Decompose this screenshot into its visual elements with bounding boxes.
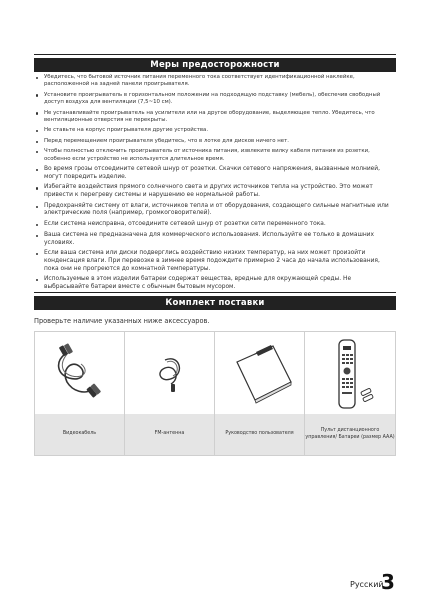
precaution-item: Предохраняйте систему от влаги, источников тепла и от оборудования, создающего сильные магнитные или электрические поля (например, громкоговорителей). xyxy=(34,203,394,218)
accessories-intro: Проверьте наличие указанных ниже аксессуаров. xyxy=(34,317,210,325)
precaution-item: Убедитесь, что бытовой источник питания переменного тока соответствует идентификационной наклейке, расположенной на задней панели проигрывателя. xyxy=(34,74,394,89)
page-number: 3 xyxy=(381,570,395,594)
accessory-remote xyxy=(305,332,395,455)
precautions-header-rule xyxy=(34,54,396,55)
accessories-header: Комплект поставки xyxy=(34,296,396,310)
accessory-user-manual xyxy=(215,332,305,455)
accessories-header-rule xyxy=(34,292,396,293)
accessories-table xyxy=(34,331,396,456)
remote-control-icon xyxy=(305,332,395,414)
precaution-item: Используемые в этом изделии батареи содержат вещества, вредные для окружающей среды. Не выбрасывайте батареи вместе с обычным бытовым мусором. xyxy=(34,276,394,291)
precaution-item: Не устанавливайте проигрыватель на усилители или на другое оборудование, выделяющее тепло. Убедитесь, что вентиляционные отверстия не перекрыты. xyxy=(34,110,394,125)
precautions-list xyxy=(34,74,394,295)
user-manual-icon xyxy=(215,332,305,414)
precaution-item: Установите проигрыватель в горизонтальном положении на подходящую подставку (мебель), обеспечив свободный доступ воздуха для вентиляции (7,5~10 см). xyxy=(34,92,394,107)
precaution-item: Избегайте воздействия прямого солнечного света и других источников тепла на устройство. Это может привести к перегреву системы и нарушению ее нормальной работы. xyxy=(34,184,394,199)
precaution-item: Не ставьте на корпус проигрывателя другие устройства. xyxy=(34,127,394,134)
precaution-item: Ваша система не предназначена для коммерческого использования. Используйте ее только в домашних условиях. xyxy=(34,232,394,247)
accessory-label: FM-антенна xyxy=(125,414,214,455)
accessory-video-cable xyxy=(35,332,125,455)
precaution-item: Перед перемещением проигрывателя убедитесь, что в лотке для дисков ничего нет. xyxy=(34,138,394,145)
precaution-item: Во время грозы отсоедините сетевой шнур от розетки. Скачки сетевого напряжения, вызванные молнией, могут повредить изделие. xyxy=(34,166,394,181)
video-cable-icon xyxy=(35,332,125,414)
precaution-item: Чтобы полностью отключить проигрыватель от источника питания, извлеките вилку кабеля питания из розетки, особенно если устройство не используется длительное время. xyxy=(34,148,394,163)
fm-antenna-icon xyxy=(125,332,215,414)
accessory-label: Пульт дистанционного управления/ Батареи (размер AAA) xyxy=(305,414,395,455)
precaution-item: Если ваша система или диски подверглись воздействию низких температур, на них может произойти конденсация влаги. При перевозке в зимнее время подождите примерно 2 часа до начала использования, пока они не прогреются до комнатной температуры. xyxy=(34,250,394,273)
accessory-label: Руководство пользователя xyxy=(215,414,304,455)
precaution-item: Если система неисправна, отсоедините сетевой шнур от розетки сети переменного тока. xyxy=(34,221,394,229)
accessory-fm-antenna xyxy=(125,332,215,455)
precautions-header: Меры предосторожности xyxy=(34,58,396,72)
footer-language: Русский xyxy=(350,580,384,589)
accessory-label: Видеокабель xyxy=(35,414,124,455)
